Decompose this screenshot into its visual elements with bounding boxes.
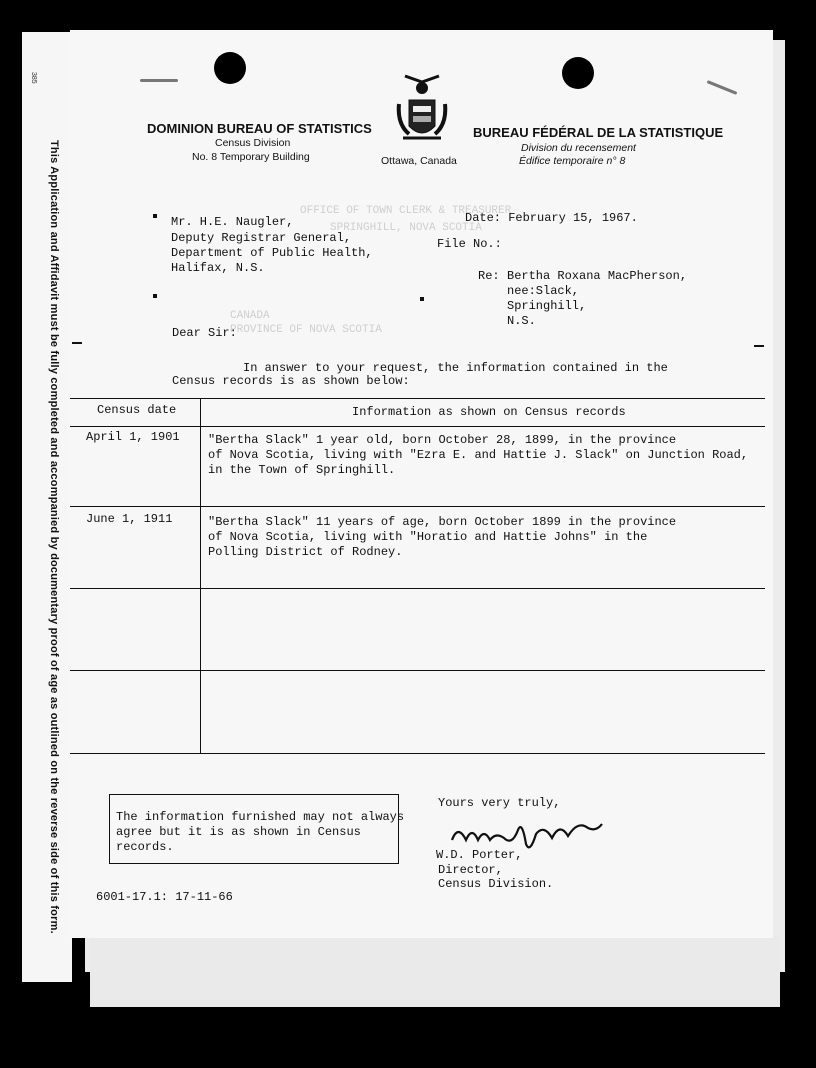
table-row-info-line: "Bertha Slack" 1 year old, born October 28, 1899, in the province — [208, 433, 677, 447]
recipient-name: Mr. H.E. Naugler, — [171, 215, 294, 229]
coat-of-arms-icon — [395, 68, 449, 148]
table-header-information: Information as shown on Census records — [352, 405, 626, 419]
re-label: Re: — [478, 269, 500, 283]
affidavit-side-text: This Application and Affidavit must be fully completed and accompanied by documentary proof of age as outlined on the reverse side of this form. — [48, 140, 60, 934]
back-sheet-lower — [90, 935, 780, 1007]
letterhead-left-building: No. 8 Temporary Building — [192, 151, 310, 163]
letterhead-right-building: Édifice temporaire n° 8 — [519, 155, 626, 167]
punch-hole-left — [214, 52, 246, 84]
show-through-text: SPRINGHILL, NOVA SCOTIA — [330, 222, 482, 234]
table-row-info-line: "Bertha Slack" 11 years of age, born October 1899 in the province — [208, 515, 677, 529]
letterhead-right-title: BUREAU FÉDÉRAL DE LA STATISTIQUE — [473, 125, 724, 140]
table-row-info-line: of Nova Scotia, living with "Horatio and Hattie Johns" in the — [208, 530, 648, 544]
punch-hole-right — [562, 57, 594, 89]
table-row-info-line: Polling District of Rodney. — [208, 545, 403, 559]
re-province: N.S. — [507, 314, 536, 328]
letterhead-city: Ottawa, Canada — [381, 155, 457, 167]
intro-line-2: Census records is as shown below: — [172, 374, 410, 388]
re-name: Bertha Roxana MacPherson, — [507, 269, 688, 283]
recipient-department: Department of Public Health, — [171, 246, 373, 260]
show-through-text: PROVINCE OF NOVA SCOTIA — [230, 324, 382, 336]
valediction: Yours very truly, — [438, 796, 561, 810]
form-code: 6001-17.1: 17-11-66 — [96, 890, 233, 904]
intro-line-1: In answer to your request, the information contained in the — [243, 361, 668, 375]
typed-dot — [153, 214, 157, 218]
notice-line: records. — [116, 840, 174, 854]
re-town: Springhill, — [507, 299, 587, 313]
letterhead-right-division: Division du recensement — [521, 142, 636, 154]
signatory-title: Director, — [438, 863, 503, 877]
show-through-text: CANADA — [230, 310, 270, 322]
side-number: 385 — [30, 72, 37, 84]
re-maiden-name: nee:Slack, — [507, 284, 580, 298]
letterhead-left-title: DOMINION BUREAU OF STATISTICS — [147, 121, 372, 136]
letterhead-left-division: Census Division — [215, 137, 291, 149]
margin-tick — [754, 345, 764, 347]
letter-date: Date: February 15, 1967. — [465, 211, 638, 225]
typed-dot — [153, 294, 157, 298]
notice-line: agree but it is as shown in Census — [116, 825, 361, 839]
staple-left — [140, 79, 178, 82]
table-header-census-date: Census date — [97, 403, 177, 417]
table-row-date: April 1, 1901 — [86, 430, 180, 444]
recipient-title: Deputy Registrar General, — [171, 231, 352, 245]
table-row-info-line: of Nova Scotia, living with "Ezra E. and Hattie J. Slack" on Junction Road, — [208, 448, 749, 462]
margin-tick — [72, 342, 82, 344]
table-row-date: June 1, 1911 — [86, 512, 173, 526]
table-row-info-line: in the Town of Springhill. — [208, 463, 396, 477]
salutation: Dear Sir: — [172, 326, 237, 340]
notice-line: The information furnished may not always — [116, 810, 405, 824]
signatory-name: W.D. Porter, — [436, 848, 523, 862]
recipient-city: Halifax, N.S. — [171, 261, 265, 275]
typed-dot — [420, 297, 424, 301]
file-number: File No.: — [437, 237, 502, 251]
signatory-division: Census Division. — [438, 877, 554, 891]
show-through-text: OFFICE OF TOWN CLERK & TREASURER — [300, 205, 512, 217]
